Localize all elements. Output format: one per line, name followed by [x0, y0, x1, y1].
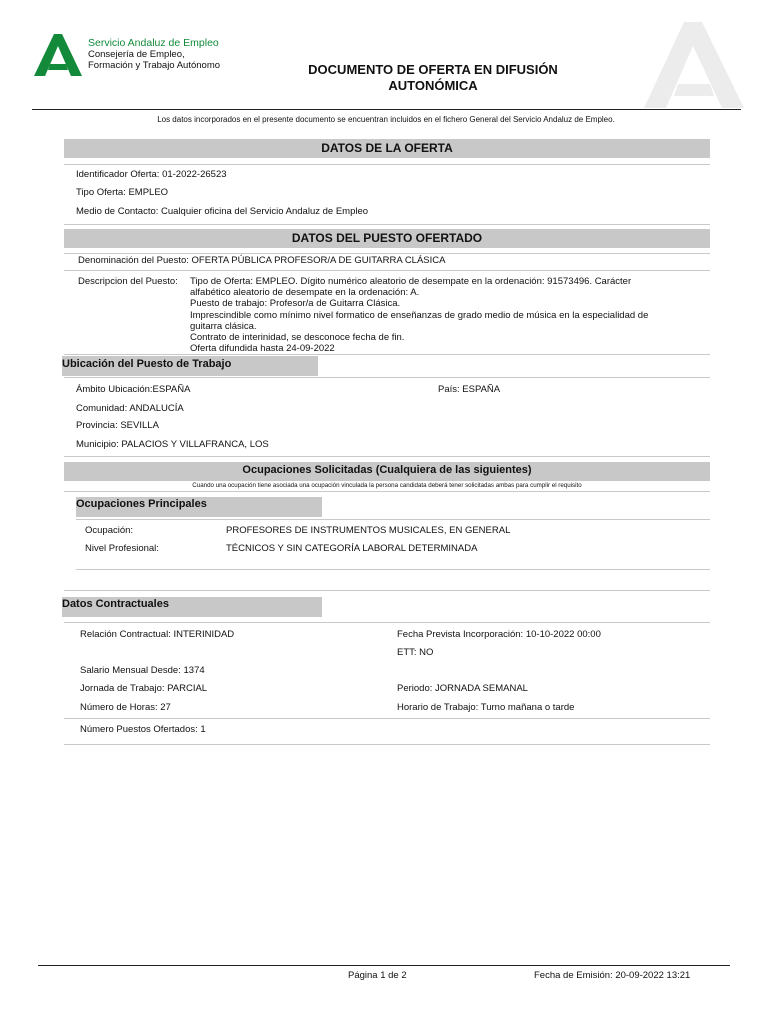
- pais: País: ESPAÑA: [438, 384, 501, 395]
- divider: [76, 519, 710, 520]
- divider: [64, 253, 710, 254]
- tipo-oferta: Tipo Oferta: EMPLEO: [76, 187, 169, 198]
- descripcion-line: guitarra clásica.: [190, 320, 257, 332]
- medio-contacto: Medio de Contacto: Cualquier oficina del Servicio Andaluz de Empleo: [76, 206, 369, 217]
- watermark-logo: [644, 18, 744, 108]
- fecha-incorporacion: Fecha Prevista Incorporación: 10-10-2022 00:00: [397, 629, 601, 640]
- section-bar-puesto: [64, 229, 710, 248]
- divider: [64, 491, 710, 492]
- descripcion-line: alfabético aleatorio de desempate en la ordenación: A.: [190, 287, 420, 299]
- nivel-profesional-label: Nivel Profesional:: [85, 543, 159, 554]
- municipio: Municipio: PALACIOS Y VILLAFRANCA, LOS: [76, 439, 269, 450]
- divider: [64, 164, 710, 165]
- section-bar-ocupaciones: [64, 462, 710, 481]
- comunidad: Comunidad: ANDALUCÍA: [76, 403, 184, 414]
- divider: [76, 569, 710, 570]
- org-name: [88, 38, 220, 71]
- header-divider: [32, 109, 741, 110]
- horario-trabajo: Horario de Trabajo: Turno mañana o tarde: [397, 702, 575, 713]
- ett: ETT: NO: [397, 647, 434, 658]
- section-title-ocupaciones: Ocupaciones Solicitadas (Cualquiera de las siguientes): [242, 464, 532, 476]
- jornada-trabajo: Jornada de Trabajo: PARCIAL: [80, 683, 208, 694]
- org-line-2: Consejería de Empleo,: [88, 49, 185, 60]
- descripcion-line: Oferta difundida hasta 24-09-2022: [190, 343, 335, 355]
- ambito-ubicacion: Ámbito Ubicación:ESPAÑA: [76, 384, 191, 395]
- ocupaciones-note: Cuando una ocupación tiene asociada una ocupación vinculada la persona candidata deberá tener solicitadas ambas para cumplir el requisito: [192, 482, 582, 489]
- descripcion-line: Contrato de interinidad, se desconoce fecha de fin.: [190, 332, 405, 344]
- descripcion-line: Tipo de Oferta: EMPLEO. Dígito numérico aleatorio de desempate en la ordenación: 91573496. Carácter: [190, 276, 632, 287]
- numero-puestos: Número Puestos Ofertados: 1: [80, 724, 206, 735]
- section-title-ubicacion: Ubicación del Puesto de Trabajo: [62, 358, 232, 370]
- divider: [64, 590, 710, 591]
- divider: [64, 354, 710, 355]
- title-line-1: DOCUMENTO DE OFERTA EN DIFUSIÓN: [308, 62, 558, 77]
- divider: [64, 744, 710, 745]
- section-title-contractuales: Datos Contractuales: [62, 598, 169, 610]
- section-title-datos-oferta: DATOS DE LA OFERTA: [321, 141, 453, 155]
- section-title-puesto: DATOS DEL PUESTO OFERTADO: [291, 231, 483, 245]
- section-title-ocupaciones-principales: Ocupaciones Principales: [76, 498, 207, 510]
- nivel-profesional-value: TÉCNICOS Y SIN CATEGORÍA LABORAL DETERMINADA: [226, 543, 478, 554]
- ocupacion-label: Ocupación:: [85, 525, 134, 536]
- privacy-notice: Los datos incorporados en el presente documento se encuentran incluidos en el fichero General del Servicio Andaluz de Empleo.: [157, 115, 615, 124]
- ocupacion-value: PROFESORES DE INSTRUMENTOS MUSICALES, EN GENERAL: [226, 525, 511, 536]
- junta-andalucia-logo: [34, 32, 82, 76]
- section-bar-ocupaciones-principales: [76, 497, 322, 517]
- document-title: [250, 62, 616, 94]
- footer-divider: [38, 965, 730, 966]
- divider: [64, 622, 710, 623]
- section-bar-ubicacion: [62, 356, 318, 376]
- identificador-oferta: Identificador Oferta: 01-2022-26523: [76, 169, 227, 180]
- denominacion-puesto: Denominación del Puesto: OFERTA PÚBLICA PROFESOR/A DE GUITARRA CLÁSICA: [78, 255, 446, 266]
- section-bar-datos-oferta: [64, 139, 710, 158]
- divider: [64, 224, 710, 225]
- provincia: Provincia: SEVILLA: [76, 420, 159, 431]
- descripcion-line: Puesto de trabajo: Profesor/a de Guitarra Clásica.: [190, 298, 401, 310]
- section-bar-contractuales: [62, 597, 322, 617]
- org-line-1: Servicio Andaluz de Empleo: [88, 37, 219, 49]
- title-line-2: AUTONÓMICA: [388, 78, 478, 93]
- divider: [64, 718, 710, 719]
- salario-mensual: Salario Mensual Desde: 1374: [80, 665, 205, 676]
- numero-horas: Número de Horas: 27: [80, 702, 171, 713]
- relacion-contractual: Relación Contractual: INTERINIDAD: [80, 629, 235, 640]
- descripcion-label: Descripcion del Puesto:: [78, 276, 178, 287]
- divider: [64, 270, 710, 271]
- divider: [64, 456, 710, 457]
- periodo: Periodo: JORNADA SEMANAL: [397, 683, 528, 694]
- descripcion-puesto: [190, 276, 648, 354]
- descripcion-line: Imprescindible como mínimo nivel formatico de enseñanzas de grado medio de música en la especialidad de: [190, 309, 649, 321]
- divider: [64, 377, 710, 378]
- org-line-3: Formación y Trabajo Autónomo: [88, 60, 221, 71]
- page-number: Página 1 de 2: [348, 970, 407, 981]
- fecha-emision: Fecha de Emisión: 20-09-2022 13:21: [534, 970, 691, 981]
